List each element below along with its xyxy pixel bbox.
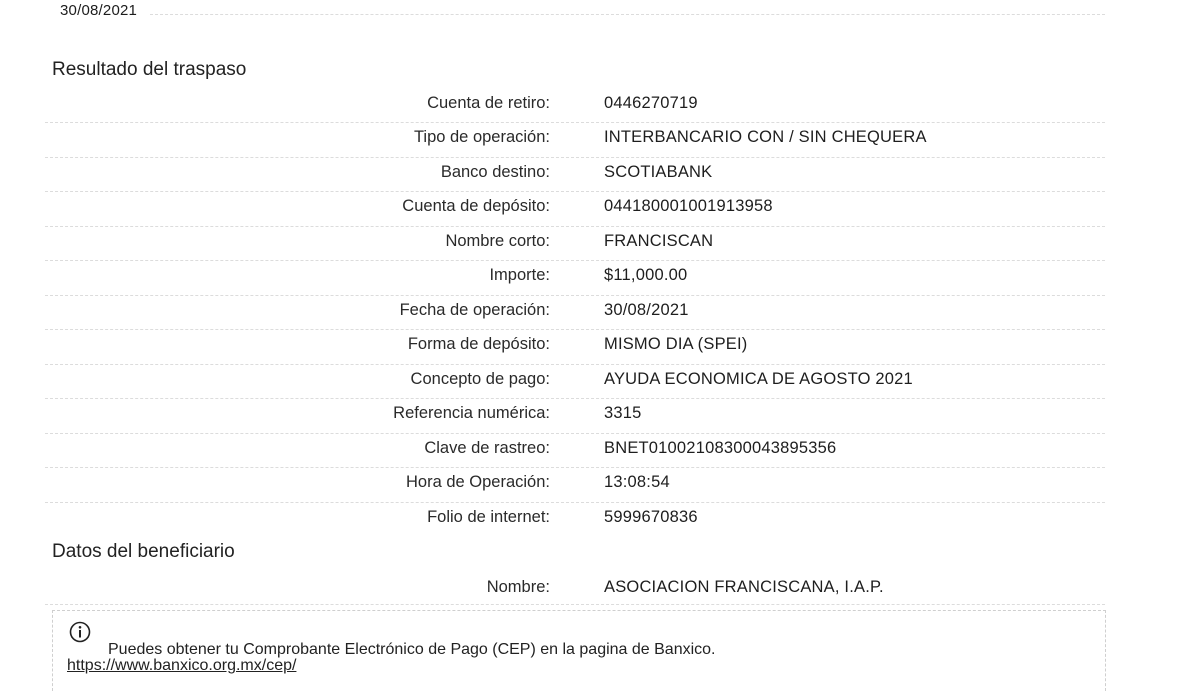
row-label: Hora de Operación: <box>406 473 550 491</box>
row-label: Cuenta de depósito: <box>402 197 550 215</box>
detail-row-tipo-operacion <box>0 128 1200 154</box>
divider <box>45 157 1105 158</box>
divider <box>45 295 1105 296</box>
row-value: 5999670836 <box>604 508 698 526</box>
row-label: Clave de rastreo: <box>424 439 550 457</box>
detail-row-cuenta-retiro <box>0 94 1200 120</box>
row-label: Cuenta de retiro: <box>427 94 550 112</box>
row-label: Nombre corto: <box>445 232 550 250</box>
divider <box>45 364 1105 365</box>
detail-row-forma-deposito <box>0 335 1200 361</box>
detail-row-referencia-numerica <box>0 404 1200 430</box>
row-value: 044180001001913958 <box>604 197 773 215</box>
header-date: 30/08/2021 <box>60 2 138 19</box>
beneficiary-section-title: Datos del beneficiario <box>52 541 235 562</box>
divider <box>45 467 1105 468</box>
row-value: INTERBANCARIO CON / SIN CHEQUERA <box>604 128 927 146</box>
info-icon <box>69 621 91 643</box>
row-value: AYUDA ECONOMICA DE AGOSTO 2021 <box>604 370 913 388</box>
divider <box>45 604 1105 605</box>
row-label: Folio de internet: <box>427 508 550 526</box>
divider <box>150 14 1105 15</box>
row-label: Nombre: <box>486 578 550 596</box>
divider <box>45 122 1105 123</box>
row-value: ASOCIACION FRANCISCANA, I.A.P. <box>604 578 884 596</box>
divider <box>45 226 1105 227</box>
row-value: 30/08/2021 <box>604 301 689 319</box>
row-value: FRANCISCAN <box>604 232 714 250</box>
row-value: BNET01002108300043895356 <box>604 439 837 457</box>
divider <box>45 433 1105 434</box>
row-value: 3315 <box>604 404 642 422</box>
row-label: Fecha de operación: <box>399 301 550 319</box>
cep-notice <box>52 610 1106 691</box>
row-label: Forma de depósito: <box>407 335 550 353</box>
divider <box>45 260 1105 261</box>
divider <box>45 398 1105 399</box>
detail-row-cuenta-deposito <box>0 197 1200 223</box>
detail-row-fecha-operacion <box>0 301 1200 327</box>
row-label: Banco destino: <box>440 163 550 181</box>
divider <box>45 502 1105 503</box>
detail-row-importe <box>0 266 1200 292</box>
row-label: Tipo de operación: <box>413 128 550 146</box>
detail-row-hora-operacion <box>0 473 1200 499</box>
result-section-title: Resultado del traspaso <box>52 59 247 80</box>
cep-notice-text: Puedes obtener tu Comprobante Electrónico de Pago (CEP) en la pagina de Banxico. <box>108 641 716 658</box>
row-value: $11,000.00 <box>604 266 688 284</box>
row-value: 13:08:54 <box>604 473 670 491</box>
banxico-cep-link[interactable]: https://www.banxico.org.mx/cep/ <box>67 657 297 674</box>
divider <box>45 329 1105 330</box>
detail-row-nombre-beneficiario <box>0 578 1200 604</box>
row-label: Concepto de pago: <box>410 370 550 388</box>
row-value: SCOTIABANK <box>604 163 713 181</box>
row-label: Importe: <box>489 266 550 284</box>
detail-row-nombre-corto <box>0 232 1200 258</box>
detail-row-clave-rastreo <box>0 439 1200 465</box>
row-value: 0446270719 <box>604 94 698 112</box>
row-value: MISMO DIA (SPEI) <box>604 335 748 353</box>
detail-row-banco-destino <box>0 163 1200 189</box>
detail-row-folio-internet <box>0 508 1200 534</box>
detail-row-concepto-pago <box>0 370 1200 396</box>
divider <box>45 191 1105 192</box>
row-label: Referencia numérica: <box>393 404 550 422</box>
